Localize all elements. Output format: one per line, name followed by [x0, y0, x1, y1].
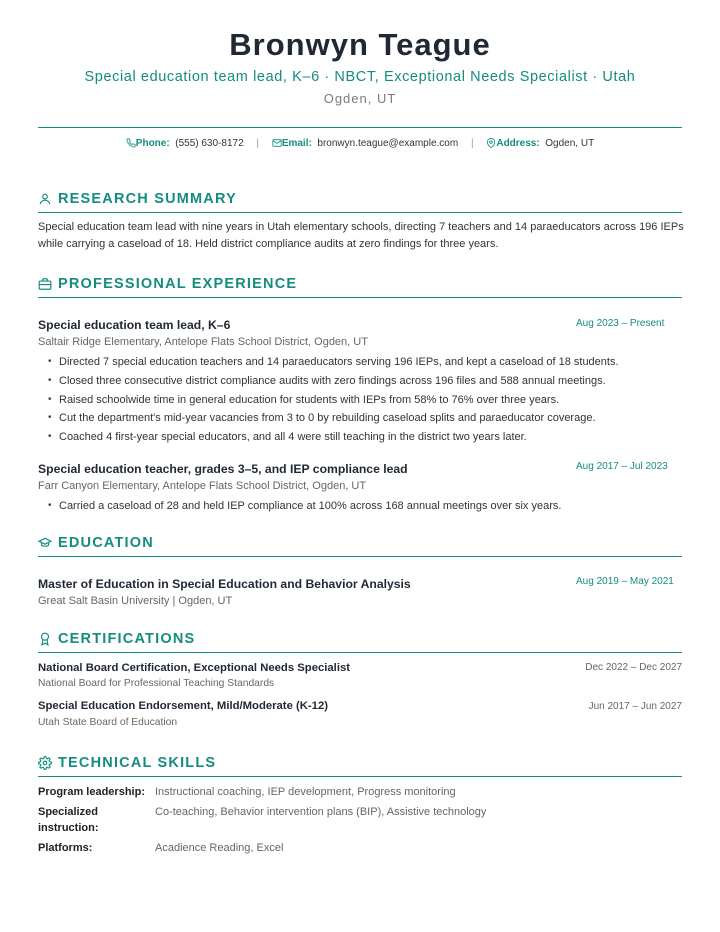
job-dates: Aug 2017 – Jul 2023 — [576, 461, 668, 472]
header-divider — [38, 127, 682, 128]
email-label: Email: — [281, 138, 312, 149]
list-item: • Cut the department's mid-year vacancies from 3 to 0 by rebuilding caseload splits and paraeducator coverage. — [48, 409, 682, 428]
list-item: • Carried a caseload of 28 and held IEP compliance at 100% across 168 annual meetings over six years. — [48, 497, 682, 516]
phone-value[interactable]: (555) 630-8172 — [175, 138, 244, 149]
certification-issuer: Utah State Board of Education — [38, 717, 178, 728]
summary-text: Special education team lead with nine years in Utah elementary schools, directing 7 teachers and 14 paraeducators across 196 IEPs while carrying a caseload of 18. Held district compliance audits at zero findings for three years. — [38, 221, 684, 250]
user-icon — [38, 192, 52, 206]
job-bullets — [48, 353, 682, 447]
contact-separator: | — [256, 138, 260, 149]
list-item: • Directed 7 special education teachers and 14 paraeducators serving 196 IEPs, and kept a caseload of 18 students. — [48, 353, 682, 372]
job-organization: Saltair Ridge Elementary, Antelope Flats School District, Ogden, UT — [38, 336, 368, 348]
section-title: EDUCATION — [58, 535, 154, 551]
list-item: • Coached 4 first-year special educators, and all 4 were still teaching in the district two years later. — [48, 428, 682, 447]
resume-header — [0, 26, 720, 107]
certification-title: National Board Certification, Exceptional Needs Specialist — [38, 662, 350, 674]
address-label: Address: — [496, 138, 540, 149]
skill-category-value: Co-teaching, Behavior intervention plans (BIP), Assistive technology — [155, 806, 487, 818]
phone-icon — [126, 138, 136, 148]
graduation-cap-icon — [38, 536, 52, 550]
section-title: PROFESSIONAL EXPERIENCE — [58, 276, 298, 292]
section-certifications-header — [38, 631, 682, 653]
job-bullets — [48, 497, 682, 516]
school-name: Great Salt Basin University | Ogden, UT — [38, 595, 233, 607]
award-icon — [38, 632, 52, 646]
skill-category-label: Platforms: — [38, 842, 93, 854]
certification-issuer: National Board for Professional Teaching Standards — [38, 678, 275, 689]
skill-category-label: Program leadership: — [38, 786, 145, 798]
map-pin-icon — [486, 138, 496, 148]
skill-category-label: Specialized instruction: — [38, 806, 99, 834]
email-value[interactable]: bronwyn.teague@example.com — [317, 138, 459, 149]
list-item: • Raised schoolwide time in general education for students with IEPs from 58% to 76% over three years. — [48, 391, 682, 410]
section-title: TECHNICAL SKILLS — [58, 755, 217, 771]
section-skills-header — [38, 755, 682, 777]
degree-title: Master of Education in Special Education and Behavior Analysis — [38, 577, 411, 591]
address-value: Ogden, UT — [545, 138, 595, 149]
headline: Special education team lead, K–6 · NBCT, Exceptional Needs Specialist · Utah — [84, 69, 636, 85]
section-experience-header — [38, 276, 682, 298]
education-dates: Aug 2019 – May 2021 — [576, 576, 674, 587]
job-title: Special education team lead, K–6 — [38, 318, 231, 332]
skill-category-value: Acadience Reading, Excel — [155, 842, 284, 854]
skill-category-value: Instructional coaching, IEP development, Progress monitoring — [155, 786, 456, 798]
mail-icon — [272, 138, 282, 148]
list-item: • Closed three consecutive district compliance audits with zero findings across 196 files and 588 annual meetings. — [48, 372, 682, 391]
contact-separator: | — [470, 138, 474, 149]
section-summary-header — [38, 191, 682, 213]
gear-icon — [38, 756, 52, 770]
certification-dates: Dec 2022 – Dec 2027 — [585, 662, 682, 673]
briefcase-icon — [38, 277, 52, 291]
certification-dates: Jun 2017 – Jun 2027 — [588, 701, 682, 712]
section-education-header — [38, 535, 682, 557]
phone-label: Phone: — [135, 138, 170, 149]
contact-bar — [0, 138, 720, 149]
header-location: Ogden, UT — [323, 91, 397, 106]
section-title: CERTIFICATIONS — [58, 631, 196, 647]
job-dates: Aug 2023 – Present — [576, 318, 665, 329]
job-organization: Farr Canyon Elementary, Antelope Flats School District, Ogden, UT — [38, 480, 367, 492]
job-title: Special education teacher, grades 3–5, and IEP compliance lead — [38, 462, 408, 476]
section-title: RESEARCH SUMMARY — [58, 191, 237, 207]
candidate-name: Bronwyn Teague — [229, 27, 491, 62]
certification-title: Special Education Endorsement, Mild/Moderate (K-12) — [38, 700, 329, 712]
